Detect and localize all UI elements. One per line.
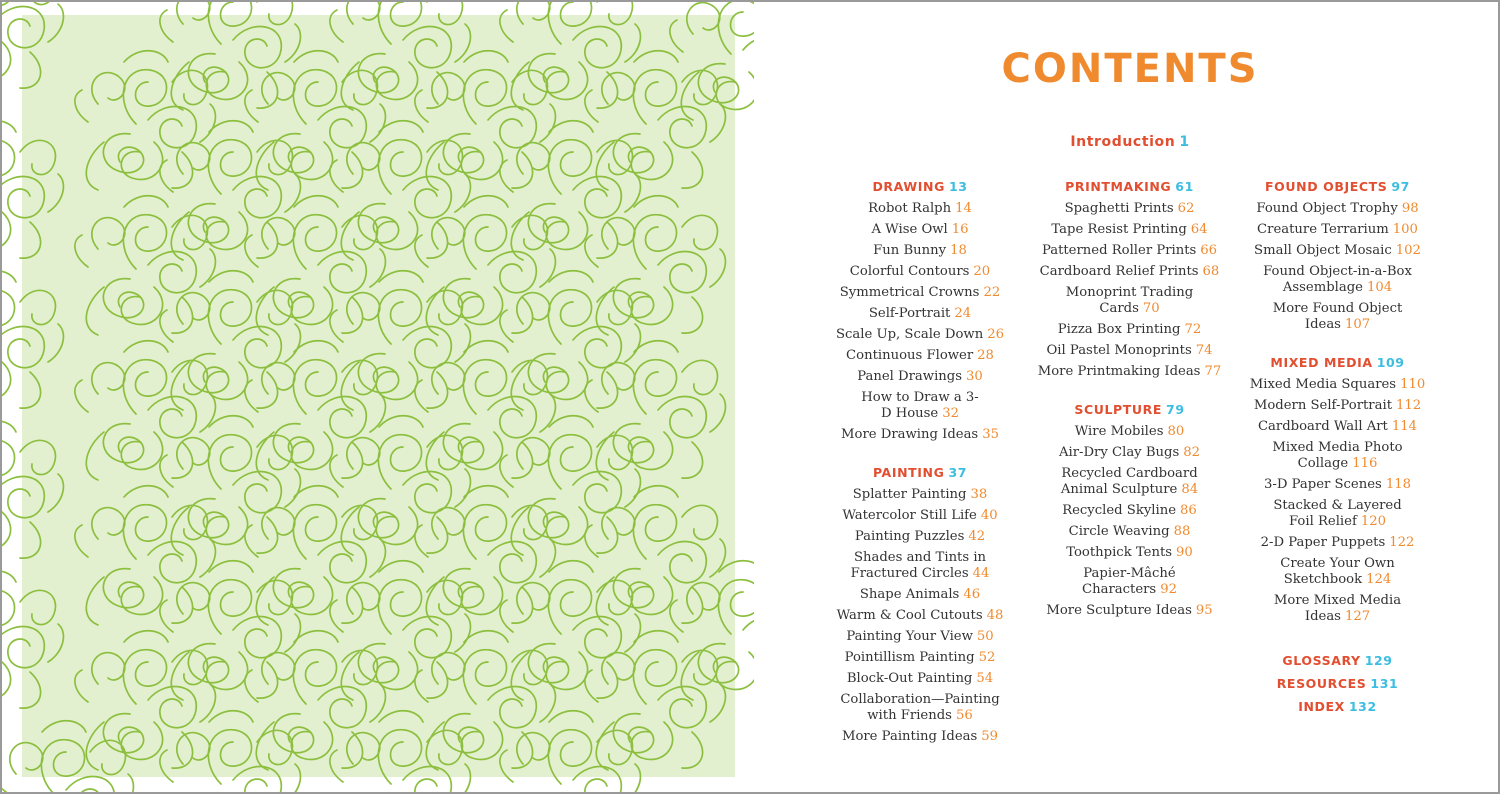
section-heading-sculpture[interactable]: SCULPTURE 79 [1074, 402, 1185, 417]
section-heading-printmaking[interactable]: PRINTMAKING 61 [1065, 179, 1194, 194]
toc-entry[interactable]: Papier-Mâché Characters 92 [1082, 566, 1177, 597]
toc-entry[interactable]: Spaghetti Prints 62 [1064, 201, 1195, 216]
toc-entry[interactable]: Pointillism Painting 52 [844, 650, 996, 665]
toc-entry[interactable]: Colorful Contours 20 [849, 264, 991, 279]
page-title: CONTENTS [1001, 46, 1259, 92]
toc-entry[interactable]: Warm & Cool Cutouts 48 [836, 608, 1004, 623]
pattern-tiles [2, 2, 754, 792]
toc-entry[interactable]: Oil Pastel Monoprints 74 [1046, 343, 1213, 358]
toc-entry[interactable]: More Printmaking Ideas 77 [1037, 364, 1222, 379]
toc-entry[interactable]: Mixed Media Squares 110 [1249, 377, 1426, 392]
section-heading-index[interactable]: INDEX 132 [1298, 699, 1377, 714]
toc-entry[interactable]: Painting Puzzles 42 [854, 529, 986, 544]
toc-entry[interactable]: Robot Ralph 14 [868, 201, 972, 216]
toc-entry[interactable]: Panel Drawings 30 [857, 369, 983, 384]
toc-entry[interactable]: A Wise Owl 16 [871, 222, 969, 237]
section-heading-mixed-media[interactable]: MIXED MEDIA 109 [1270, 355, 1405, 370]
toc-entry[interactable]: Symmetrical Crowns 22 [839, 285, 1001, 300]
toc-entry[interactable]: Toothpick Tents 90 [1066, 545, 1193, 560]
toc-entry[interactable]: More Sculpture Ideas 95 [1046, 603, 1213, 618]
book-spread [2, 2, 1498, 792]
toc-entry[interactable]: Tape Resist Printing 64 [1051, 222, 1208, 237]
toc-entry[interactable]: Stacked & Layered Foil Relief 120 [1273, 498, 1402, 529]
toc-entry[interactable]: More Mixed Media Ideas 127 [1273, 593, 1402, 624]
toc-entry[interactable]: Wire Mobiles 80 [1074, 424, 1185, 439]
toc-entry[interactable]: Monoprint Trading Cards 70 [1065, 285, 1194, 316]
toc-entry[interactable]: Block-Out Painting 54 [846, 671, 994, 686]
toc-entry[interactable]: Continuous Flower 28 [846, 348, 994, 363]
toc-entry[interactable]: Recycled Skyline 86 [1062, 503, 1197, 518]
introduction-page: 1 [1179, 134, 1190, 150]
toc-entry[interactable]: More Drawing Ideas 35 [841, 427, 999, 442]
toc-entry[interactable]: Pizza Box Printing 72 [1057, 322, 1202, 337]
toc-entry[interactable]: 2-D Paper Puppets 122 [1260, 535, 1415, 550]
toc-entry[interactable]: Mixed Media Photo Collage 116 [1272, 440, 1403, 471]
toc-entry[interactable]: Cardboard Relief Prints 68 [1039, 264, 1220, 279]
toc-entry[interactable]: Small Object Mosaic 102 [1254, 243, 1421, 258]
toc-entry[interactable]: Patterned Roller Prints 66 [1041, 243, 1218, 258]
toc-entry[interactable]: Found Object-in-a-Box Assemblage 104 [1263, 264, 1412, 295]
toc-entry[interactable]: Cardboard Wall Art 114 [1257, 419, 1418, 434]
toc-entry[interactable]: Self-Portrait 24 [868, 306, 972, 321]
toc-entry[interactable]: More Found Object Ideas 107 [1272, 301, 1403, 332]
section-heading-glossary[interactable]: GLOSSARY 129 [1282, 653, 1393, 668]
toc-entry[interactable]: Splatter Painting 38 [852, 487, 988, 502]
toc-entry[interactable]: Circle Weaving 88 [1068, 524, 1191, 539]
toc-entry[interactable]: Shape Animals 46 [859, 587, 981, 602]
toc-entry[interactable]: Fun Bunny 18 [873, 243, 967, 258]
introduction-entry[interactable] [1070, 134, 1189, 150]
toc-entry[interactable]: Found Object Trophy 98 [1256, 201, 1419, 216]
toc-entry[interactable]: Collaboration—Painting with Friends 56 [840, 692, 1000, 723]
toc-column-3 [1235, 176, 1440, 630]
toc-column-1 [820, 176, 1020, 750]
toc-entry[interactable]: How to Draw a 3-D House 32 [861, 390, 979, 421]
toc-entry[interactable]: Watercolor Still Life 40 [842, 508, 998, 523]
toc-entry[interactable]: Recycled Cardboard Animal Sculpture 84 [1060, 466, 1199, 497]
toc-entry[interactable]: Scale Up, Scale Down 26 [835, 327, 1004, 342]
toc-entry[interactable]: Create Your Own Sketchbook 124 [1280, 556, 1395, 587]
back-matter [1235, 652, 1440, 721]
toc-entry[interactable]: Creature Terrarium 100 [1257, 222, 1418, 237]
toc-entry[interactable]: Modern Self-Portrait 112 [1253, 398, 1422, 413]
toc-entry[interactable]: 3-D Paper Scenes 118 [1264, 477, 1411, 492]
introduction-label: Introduction [1070, 134, 1176, 150]
toc-entry[interactable]: Air-Dry Clay Bugs 82 [1058, 445, 1200, 460]
toc-entry[interactable]: More Painting Ideas 59 [841, 729, 999, 744]
toc-column-2 [1027, 176, 1232, 624]
toc-entry[interactable]: Shades and Tints in Fractured Circles 44 [850, 550, 990, 581]
section-heading-resources[interactable]: RESOURCES 131 [1276, 676, 1399, 691]
section-heading-found-objects[interactable]: FOUND OBJECTS 97 [1265, 179, 1410, 194]
section-heading-drawing[interactable]: DRAWING 13 [872, 179, 968, 194]
toc-entry[interactable]: Painting Your View 50 [846, 629, 994, 644]
section-heading-painting[interactable]: PAINTING 37 [872, 465, 968, 480]
scribble-flower-pattern-icon [2, 2, 754, 792]
